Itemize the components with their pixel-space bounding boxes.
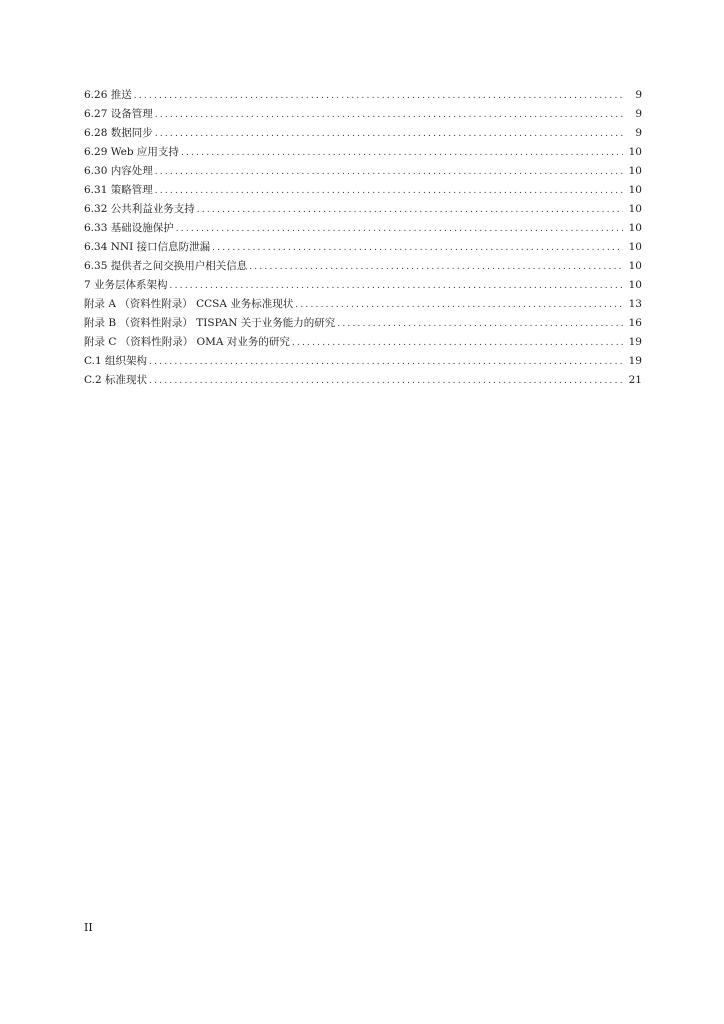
toc-entry-page: 19 [628,355,642,367]
toc-dot-leader [155,182,623,201]
toc-entry-page: 9 [635,89,642,101]
toc-dot-leader [337,315,623,334]
toc-entry-page: 10 [628,222,642,234]
toc-entry-page: 10 [628,241,642,253]
toc-dot-leader [295,296,623,315]
toc-dot-leader [155,106,623,125]
toc-entry-title: 6.34 NNI 接口信息防泄漏 [84,241,211,253]
table-of-contents [84,86,642,390]
toc-entry[interactable] [84,333,642,352]
toc-entry-title: 6.33 基础设施保护 [84,222,174,234]
toc-dot-leader [155,125,623,144]
toc-dot-leader [197,201,623,220]
toc-dot-leader [176,220,623,239]
toc-entry-page: 19 [628,336,642,348]
toc-entry[interactable] [84,295,642,314]
toc-entry-title: C.2 标准现状 [84,374,148,386]
toc-dot-leader [212,239,623,258]
toc-entry-page: 13 [628,298,642,310]
toc-entry-title: 6.29 Web 应用支持 [84,146,179,158]
toc-entry-title: 附录 B （资料性附录） TISPAN 关于业务能力的研究 [84,317,336,329]
toc-entry-title: 附录 A （资料性附录） CCSA 业务标准现状 [84,298,294,310]
toc-entry[interactable] [84,162,642,181]
toc-entry-page: 10 [628,279,642,291]
toc-entry-page: 9 [635,127,642,139]
toc-entry-title: C.1 组织架构 [84,355,148,367]
toc-entry-title: 7 业务层体系架构 [84,279,168,291]
toc-entry[interactable] [84,181,642,200]
toc-entry-title: 6.27 设备管理 [84,108,153,120]
toc-entry-page: 10 [628,184,642,196]
toc-dot-leader [155,163,623,182]
toc-entry[interactable] [84,124,642,143]
toc-entry-page: 10 [628,203,642,215]
toc-entry[interactable] [84,352,642,371]
toc-dot-leader [292,334,623,353]
toc-dot-leader [149,353,623,372]
toc-dot-leader [170,277,623,296]
toc-entry-title: 6.35 提供者之间交换用户相关信息 [84,260,248,272]
toc-entry-title: 6.28 数据同步 [84,127,153,139]
toc-entry-page: 10 [628,260,642,272]
toc-entry-title: 6.31 策略管理 [84,184,153,196]
toc-dot-leader [249,258,623,277]
toc-entry[interactable] [84,219,642,238]
toc-entry-title: 6.26 推送 [84,89,132,101]
toc-entry-page: 10 [628,146,642,158]
toc-entry[interactable] [84,200,642,219]
toc-entry-page: 16 [628,317,642,329]
toc-entry-title: 附录 C （资料性附录） OMA 对业务的研究 [84,336,290,348]
toc-entry[interactable] [84,86,642,105]
toc-entry-title: 6.32 公共利益业务支持 [84,203,195,215]
toc-entry[interactable] [84,276,642,295]
toc-dot-leader [134,87,623,106]
toc-entry[interactable] [84,238,642,257]
toc-dot-leader [181,144,623,163]
toc-entry-page: 9 [635,108,642,120]
toc-entry[interactable] [84,371,642,390]
toc-entry-title: 6.30 内容处理 [84,165,153,177]
toc-entry-page: 10 [628,165,642,177]
toc-entry[interactable] [84,105,642,124]
toc-entry[interactable] [84,314,642,333]
toc-entry-page: 21 [628,374,642,386]
toc-dot-leader [149,372,623,391]
toc-entry[interactable] [84,257,642,276]
toc-entry[interactable] [84,143,642,162]
page-number: II [84,921,93,934]
